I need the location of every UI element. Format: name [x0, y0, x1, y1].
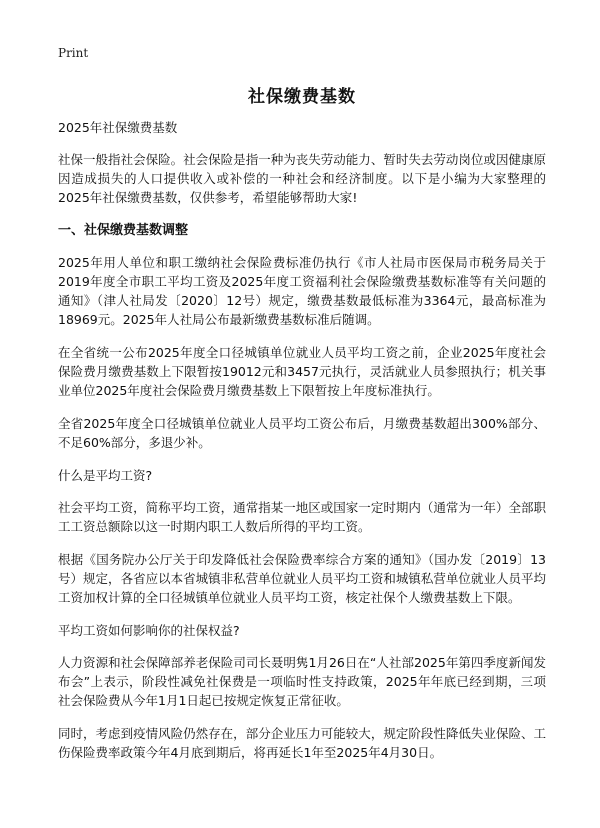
paragraph-press-conference: 人力资源和社会保障部养老保险司司长聂明隽1月26日在“人社部2025年第四季度新闻发布会”上表示，阶段性减免社保费是一项临时性支持政策，2025年年底已经到期，三项社会保险费从今年1月1日起已按规定恢复正常征收。 — [58, 655, 546, 708]
question-average-wage: 什么是平均工资? — [58, 468, 153, 483]
intro-paragraph: 社保一般指社会保险。社会保险是指一种为丧失劳动能力、暂时失去劳动岗位或因健康原因造成损失的人口提供收入或补偿的一种社会和经济制度。以下是小编为大家整理的2025年社保缴费基数，仅供参考，希望能够帮助大家! — [58, 152, 546, 205]
section-heading: 一、社保缴费基数调整 — [58, 223, 189, 238]
print-link[interactable]: Print — [58, 46, 89, 60]
page-title: 社保缴费基数 — [248, 87, 356, 107]
paragraph-state-council-notice: 根据《国务院办公厅关于印发降低社会保险费率综合方案的通知》（国办发〔2019〕13号）规定，各省应以本省城镇非私营单位就业人员平均工资和城镇私营单位就业人员平均工资加权计算的全口径城镇单位就业人员平均工资，核定社保个人缴费基数上下限。 — [58, 552, 546, 605]
paragraph-average-wage-definition: 社会平均工资，简称平均工资，通常指某一地区或国家一定时期内（通常为一年）全部职工工资总额除以这一时期内职工人数后所得的平均工资。 — [58, 500, 546, 534]
paragraph-rate-extension: 同时，考虑到疫情风险仍然存在，部分企业压力可能较大，规定阶段性降低失业保险、工伤保险费率政策今年4月底到期后，将再延长1年至2025年4月30日。 — [58, 726, 546, 760]
article-subtitle: 2025年社保缴费基数 — [58, 120, 178, 135]
article-body — [58, 118, 546, 776]
question-impact: 平均工资如何影响你的社保权益? — [58, 623, 240, 638]
paragraph-province-limits: 在全省统一公布2025年度全口径城镇单位就业人员平均工资之前，企业2025年度社会保险费月缴费基数上下限暂按19012元和3457元执行，灵活就业人员参照执行；机关事业单位2025年度社会保险费月缴费基数上下限暂按上年度标准执行。 — [58, 345, 546, 398]
paragraph-refund-rule: 全省2025年度全口径城镇单位就业人员平均工资公布后，月缴费基数超出300%部分、不足60%部分，多退少补。 — [58, 416, 546, 450]
paragraph-base-standard: 2025年用人单位和职工缴纳社会保险费标准仍执行《市人社局市医保局市税务局关于2019年度全市职工平均工资及2025年度工资福利社会保险缴费基数标准等有关问题的通知》（津人社局发〔2020〕12号）规定，缴费基数最低标准为3364元，最高标准为18969元。2025年人社局公布最新缴费基数标准后随调。 — [58, 255, 546, 327]
